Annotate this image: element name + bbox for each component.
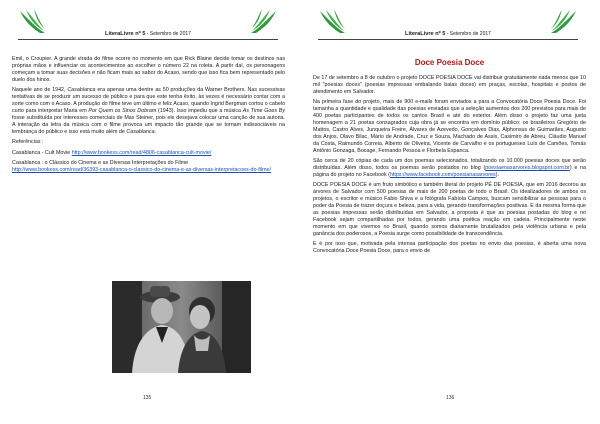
paragraph: De 17 de setembro a 8 de outubro o projeto DOCE POESIA DOCE vai distribuir gratuitamente nada menos que 10 mil "poesias doces" (poesias impressas embalando balas doces) em praças, escolas, hospitais e postos de atendimento em Salvador. xyxy=(313,75,586,95)
paragraph: Na primeira fase do projeto, mais de 900 e-mails foram enviados a para a Convocatória Doce Poesia Doce. Foi tamanha a quantidade e qualidade das poesias enviadas que a seleção aumentou dos 200 previstos para mais de 400 poetas participantes de todos os cantos Brasil e até do exterior. Além disso o projeto faz uma justa homenagem a 21 poetas consagrados cuja obra já se encontra em domínio público: os brasileiros Gregório de Mattos, Castro Alves, Junqueira Freire, Álvares de Azevedo, Gonçalves Dias, Alphonsus de Guimarães, Augusto dos Anjos, Olavo Bilac, Mário de Andrade, Cruz e Souza, Machado de Assis, Casimiro de Abreu, Cláudio Manuel da Costa, Raimundo Correia, Alberto de Oliveira, Vicente de Carvalho e os portugueses Luís de Camões, Tomás Antônio Gonzaga, Bocage, Fernando Pessoa e Florbela Espanca. xyxy=(313,99,586,154)
header-divider xyxy=(18,39,278,40)
facebook-link[interactable]: https://www.facebook.com/poesianasarvores xyxy=(389,171,496,178)
green-wing-icon xyxy=(318,9,346,35)
paragraph: Naquele ano de 1942, Casablanca era apenas uma dentre as 50 produções da Warner Brothers. Nas sucessivas tentativas de se produzir um sucesso de público e para que este tenha êxito, às vezes é necessário contar com a sorte como com o Acaso. A produção do filme teve um último e feliz Acaso, quando Ingrid Bergman cortou o cabelo curto para interpretar Maria em Por Quem os Sinos Dobram (1943). Isso impediu que a música As Time Goes By fosse substituída por interesses comerciais de Max Steiner, pois ele desejava colocar uma canção de sua autoria. A interação da letra da música com o filme provoca um impacto tão grande que se tornam indissociáveis na lembrança do público e isso está muito além de Casablanca. xyxy=(12,87,285,135)
left-header xyxy=(18,9,278,47)
paragraph: São cerca de 20 cópias de cada um dos poemas selecionados, totalizando os 10.000 poesias doces que serão distribuídas. Além disso, todos os poemas serão postados no blog (poesiaenasarvores.blogspot.com.br) e na página do projeto no Facebook (https://www.facebook.com/poesianasarvores). xyxy=(313,158,586,178)
page-number: 136 xyxy=(446,395,455,401)
header-title: LiteraLivre nº 5 - Setembro de 2017 xyxy=(105,31,191,37)
blog-link[interactable]: poesiaenasarvores.blogspot.com.br xyxy=(485,165,570,172)
reference-link[interactable]: http://www.bookess.com/read/4806-casablanca-cult-movie/ xyxy=(71,149,212,156)
reference-1: Casablanca - Cult Movie http://www.bookess.com/read/4806-casablanca-cult-movie/ xyxy=(12,149,212,156)
article-title: Doce Poesia Doce xyxy=(414,58,485,67)
paragraph: DOCE POESIA DOCE é um fruto simbólico e também literal do projeto PÉ DE POESIA, que em 2016 decorou as árvores de Salvador com 500 poesias de mais de 200 poetas de todo o Brasil. Os idealizadores de ambos os projetos, o escritor e músico Fabio Shiva e a fotógrafa Fabíola Campos, buscam sensibilizar as pessoas para o poder da Poesia de trazer doçura e beleza, para a vida, gerando transformações positivas. E da mesma forma que as poesias impressas serão distribuídas em Salvador, a proposta é que as poesias postadas do blog e no Facebook sejam compartilhadas por todos, gerando uma poética reação em cadeia. Principalmente neste momento em que vivemos no Brasil, quando somos diariamente brutalizados pela violência urbana e pela ganância dos poderosos, a Poesia surge como possibilidade de transcendência. xyxy=(313,182,586,237)
reference-link[interactable]: http://www.bookess.com/read/36393-casablanca-o-classico-do-cinema-e-as-diversas-interpretacoes-do-filme/ xyxy=(12,167,271,174)
right-body xyxy=(313,75,586,259)
header-title: LiteraLivre nº 5 - Setembro de 2017 xyxy=(405,31,491,37)
film-still-photo xyxy=(112,281,251,373)
right-header xyxy=(318,9,578,47)
green-wing-icon xyxy=(550,9,578,35)
paragraph: Emil, o Croupier. A grande virada do filme ocorre no momento em que Rick Blaine decide tomar os destinos nas próprias mãos e influenciar os acontecimentos ao escolher o número 22 na roleta. A partir daí, os personagens começam a tomar suas decisões e não ficam mais ao sabor do Acaso, sendo que isso fica bem representado pelo duelo dos hinos. xyxy=(12,56,285,83)
paragraph: E é por isso que, motivada pela intensa participação dos poetas no envio das poesias, é aberta uma nova Convocatória Doce Poesia Doce, para o envio de xyxy=(313,241,586,255)
references-title: Referências : xyxy=(12,139,44,146)
reference-2: Casablanca : o Clássico do Cinema e as Diversas Interpretações do Filme http://www.bookess.com/read/36393-casablanca-o-classico-do-cinema-e-as-diversas-interpretacoes-do-filme/ xyxy=(12,160,271,174)
header-divider xyxy=(318,39,578,40)
page-number: 135 xyxy=(143,395,152,401)
left-body xyxy=(12,56,285,178)
